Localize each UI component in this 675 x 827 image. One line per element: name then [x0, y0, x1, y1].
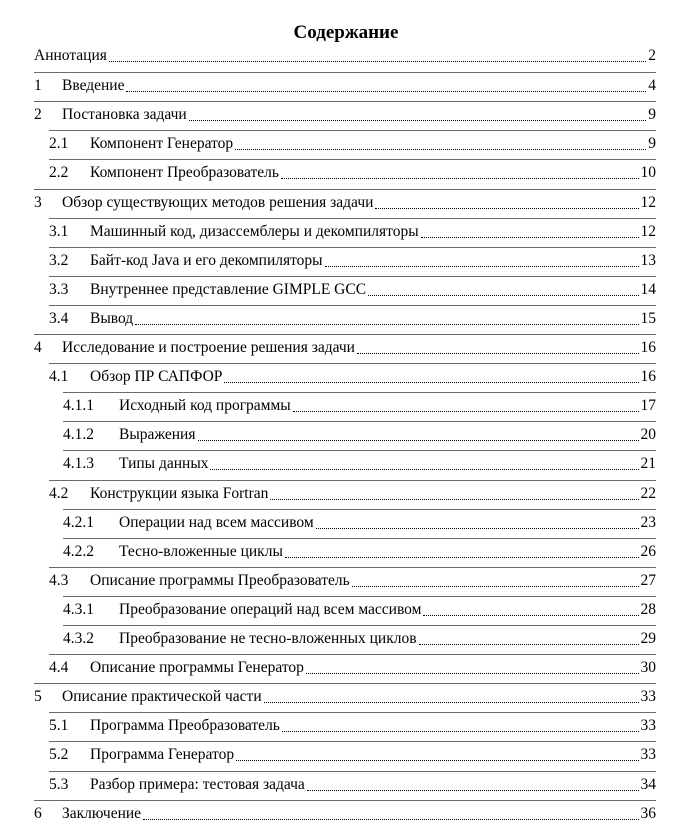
toc-entry[interactable]	[34, 72, 656, 99]
toc-entry[interactable]	[63, 421, 656, 448]
toc-entry[interactable]	[49, 654, 656, 681]
toc-entry-page-number: 36	[640, 804, 656, 822]
toc-entry[interactable]	[34, 43, 656, 69]
toc-entry-title: Аннотация	[34, 47, 107, 64]
dot-leader	[143, 819, 638, 820]
dot-leader	[421, 237, 639, 238]
dot-leader	[135, 324, 638, 325]
dot-leader	[423, 615, 638, 616]
toc-entry-page-number: 33	[640, 688, 656, 706]
dot-leader	[270, 499, 638, 500]
toc-entry-number: 4	[34, 339, 42, 356]
dot-leader	[210, 469, 638, 470]
toc-entry-number: 4.3.2	[63, 630, 94, 647]
toc-entry-title: Компонент Генератор	[90, 135, 234, 153]
toc-entry[interactable]	[34, 334, 656, 361]
dot-leader	[198, 440, 639, 441]
toc-entry[interactable]	[49, 712, 656, 739]
toc-entry-title: Исходный код программы	[119, 397, 291, 415]
toc-entry-number: 4.2.1	[63, 513, 94, 531]
toc-entry[interactable]	[49, 771, 656, 798]
toc-entry-title: Описание практической части	[62, 688, 262, 706]
toc-entry-number: 4.3	[49, 571, 69, 589]
toc-entry-page-number: 12	[640, 193, 656, 211]
dot-leader	[307, 790, 639, 791]
toc-entry-number: 4.1.1	[63, 397, 94, 415]
toc-entry[interactable]	[49, 567, 656, 594]
dot-leader	[352, 586, 639, 587]
toc-entry-number: 5	[34, 688, 42, 706]
toc-entry-number: 3.1	[49, 222, 69, 240]
toc-entry-title: Типы данных	[119, 455, 209, 473]
dot-leader	[109, 61, 646, 62]
toc-entry-title: Вывод	[90, 309, 134, 327]
toc-entry-title: Описание программы Генератор	[90, 659, 304, 677]
toc-entry[interactable]	[49, 130, 656, 157]
toc-entry[interactable]	[49, 480, 656, 507]
toc-entry-page-number: 33	[640, 746, 656, 764]
toc-entry-page-number: 13	[640, 251, 656, 269]
toc-entry[interactable]	[49, 247, 656, 274]
toc-entry-page-number: 20	[640, 426, 656, 444]
dot-leader	[126, 91, 646, 92]
toc-entry[interactable]	[63, 625, 656, 652]
toc-entry-title: Разбор примера: тестовая задача	[90, 775, 305, 793]
toc-entry-title: Программа Генератор	[90, 746, 235, 764]
toc-entry-number: 4.1.2	[63, 426, 94, 444]
toc-entry-page-number: 14	[640, 280, 656, 298]
toc-entry-title: Выражения	[119, 426, 196, 444]
dot-leader	[293, 411, 639, 412]
toc-entry-number: 4.1	[49, 368, 69, 386]
toc-entry-page-number: 2	[648, 47, 656, 64]
toc-entry[interactable]	[63, 538, 656, 565]
toc-entry-number: 1	[34, 77, 42, 95]
toc-entry-title: Конструкции языка Fortran	[90, 484, 269, 502]
toc-entry-number: 2.1	[49, 135, 69, 153]
toc-entry-number: 4.3.1	[63, 600, 94, 618]
toc-entry-title: Постановка задачи	[62, 106, 187, 124]
toc-entry[interactable]	[49, 159, 656, 186]
toc-entry-number: 5.2	[49, 746, 69, 764]
toc-entry-title: Машинный код, дизассемблеры и декомпиляторы	[90, 222, 419, 240]
toc-entry-page-number: 9	[648, 135, 656, 153]
dot-leader	[325, 266, 639, 267]
toc-entry-number: 2.2	[49, 164, 69, 182]
toc-entry-number: 5.1	[49, 717, 69, 735]
toc-entry-number: 5.3	[49, 775, 69, 793]
toc-entry-page-number: 34	[640, 775, 656, 793]
toc-entry[interactable]	[34, 683, 656, 710]
toc-entry-page-number: 29	[640, 630, 656, 647]
toc-entry-number: 3.4	[49, 309, 69, 327]
toc-entry-number: 4.4	[49, 659, 69, 677]
toc-entry-number: 4.2	[49, 484, 69, 502]
toc-entry[interactable]	[49, 218, 656, 245]
toc-entry-title: Преобразование не тесно-вложенных циклов	[119, 630, 417, 647]
toc-entry[interactable]	[34, 101, 656, 128]
dot-leader	[281, 178, 639, 179]
toc-entry-page-number: 21	[640, 455, 656, 473]
toc-entry-page-number: 4	[648, 77, 656, 95]
dot-leader	[316, 528, 639, 529]
toc-entry-title: Исследование и построение решения задачи	[62, 339, 355, 356]
toc-entry-page-number: 16	[640, 368, 656, 386]
dot-leader	[357, 353, 639, 354]
toc-entry-number: 4.1.3	[63, 455, 94, 473]
toc-entry-number: 4.2.2	[63, 542, 94, 560]
toc-entry-page-number: 26	[640, 542, 656, 560]
dot-leader	[264, 702, 639, 703]
toc-entry-number: 3.3	[49, 280, 69, 298]
dot-leader	[285, 557, 639, 558]
toc-entry-page-number: 9	[648, 106, 656, 124]
toc-entry[interactable]	[34, 189, 656, 216]
dot-leader	[189, 120, 647, 121]
dot-leader	[282, 731, 639, 732]
toc-entry[interactable]	[63, 392, 656, 419]
dot-leader	[419, 644, 639, 645]
toc-entry-title: Тесно-вложенные циклы	[119, 542, 283, 560]
dot-leader	[368, 295, 638, 296]
toc-entry-page-number: 16	[640, 339, 656, 356]
toc-entry-page-number: 17	[640, 397, 656, 415]
toc-entry-title: Операции над всем массивом	[119, 513, 314, 531]
toc-entry[interactable]	[49, 276, 656, 303]
dot-leader	[236, 760, 638, 761]
toc-entry-number: 3.2	[49, 251, 69, 269]
toc-entry-page-number: 15	[640, 309, 656, 327]
toc-entry-page-number: 30	[640, 659, 656, 677]
toc-entry-title: Описание программы Преобразователь	[90, 571, 350, 589]
toc-entry-page-number: 10	[640, 164, 656, 182]
toc-entry-page-number: 28	[640, 600, 656, 618]
toc-entry[interactable]	[49, 741, 656, 768]
toc-entry-number: 3	[34, 193, 42, 211]
toc-entry-number: 6	[34, 804, 42, 822]
dot-leader	[375, 208, 638, 209]
toc-entry-page-number: 33	[640, 717, 656, 735]
toc-entry-title: Обзор ПР САПФОР	[90, 368, 223, 386]
toc-entry[interactable]	[63, 509, 656, 536]
toc-entry-title: Введение	[62, 77, 125, 95]
toc-entry[interactable]	[49, 363, 656, 390]
toc-entry-title: Компонент Преобразователь	[90, 164, 279, 182]
toc-entry-title: Внутреннее представление GIMPLE GCC	[90, 280, 367, 298]
page-title: Содержание	[293, 22, 399, 43]
toc-entry-number: 2	[34, 106, 42, 124]
toc-entry[interactable]	[34, 800, 656, 827]
toc-entry-page-number: 12	[640, 222, 656, 240]
toc-entry[interactable]	[49, 305, 656, 332]
dot-leader	[306, 673, 639, 674]
toc-entry-title: Программа Преобразователь	[90, 717, 280, 735]
toc-entry-title: Заключение	[62, 804, 142, 822]
toc-entry-page-number: 22	[640, 484, 656, 502]
toc-entry[interactable]	[63, 450, 656, 477]
toc-entry[interactable]	[63, 596, 656, 623]
dot-leader	[235, 149, 646, 150]
toc-entry-page-number: 23	[640, 513, 656, 531]
dot-leader	[224, 382, 638, 383]
toc-entry-title: Обзор существующих методов решения задачи	[62, 193, 374, 211]
toc-entry-title: Преобразование операций над всем массивом	[119, 600, 422, 618]
toc-entry-page-number: 27	[640, 571, 656, 589]
toc-entry-title: Байт-код Java и его декомпиляторы	[90, 251, 323, 269]
